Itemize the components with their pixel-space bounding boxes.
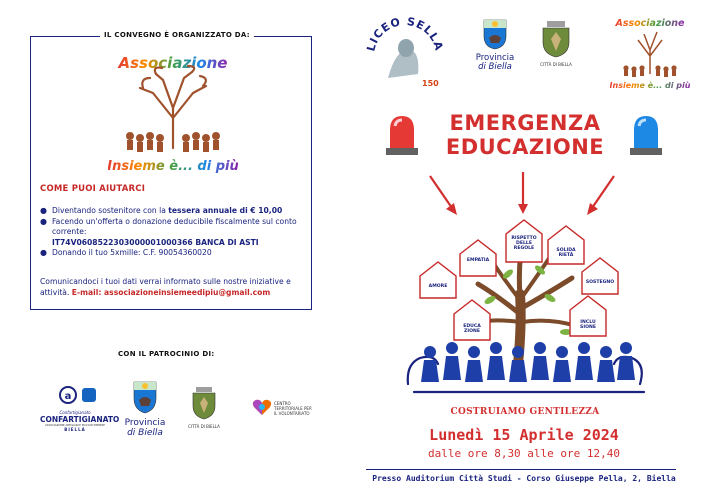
heart-icon	[252, 398, 272, 416]
svg-text:a: a	[64, 391, 72, 402]
bullet-icon: ●	[40, 216, 47, 226]
email-link[interactable]: E-mail: associazioneinsiemeedipiu@gmail.com	[71, 288, 271, 297]
house-label-solidarieta-1: SOLIDA	[556, 248, 576, 253]
house-amore	[420, 262, 456, 298]
citta-biella-logo	[538, 20, 574, 72]
organized-by-heading: IL CONVEGNO È ORGANIZZATO DA:	[100, 31, 254, 39]
house-educazione	[454, 300, 490, 340]
association-small-top: Associazione	[615, 18, 685, 29]
house-label-rispetto-2: DELLE	[516, 241, 532, 246]
arrow-right-icon	[592, 176, 614, 208]
iban-text: IT74V0608522303000001000366 BANCA DI ASTI	[52, 237, 259, 247]
provincia-crest-icon	[480, 16, 510, 50]
help-item-bold: tessera annuale di € 10,00	[168, 206, 283, 215]
citta-label: CITTÀ DI BIELLA	[540, 62, 572, 67]
house-label-solidarieta-2: RIETÀ	[558, 253, 574, 258]
association-logo	[108, 48, 238, 178]
help-item	[40, 217, 308, 238]
confartigianato-top: Confartigianato	[59, 410, 91, 415]
arrow-center-head	[518, 204, 528, 214]
association-logo-art	[108, 48, 238, 178]
centro-label: CENTRO TERRITORIALE PER IL VOLONTARIATO	[274, 401, 312, 416]
house-label-educazione	[454, 324, 490, 334]
confartigianato-logo	[40, 384, 120, 434]
citta-biella-logo	[188, 386, 220, 432]
liceo-sella-icon	[366, 12, 444, 92]
contact-description: Comunicandoci i tuoi dati verrai informato sulle nostre iniziative e attività.	[40, 277, 291, 297]
association-logo-bottom-text: Insieme è... di più	[108, 159, 238, 174]
provincia-text-1: Provincia	[475, 53, 515, 63]
house-sostegno	[582, 258, 618, 294]
title-line-1: EMERGENZA	[449, 111, 601, 135]
association-logo-small-art	[610, 12, 690, 92]
liceo-num: 150	[422, 79, 439, 88]
association-small-bottom: Insieme è... di più	[610, 81, 690, 90]
liceo-arc-text: ICEO SELL	[367, 14, 442, 46]
house-label-educazione-1: EDUCA	[463, 324, 481, 329]
house-label-rispetto	[506, 236, 542, 251]
event-venue: Presso Auditorium Città Studi - Corso Giuseppe Pella, 2, Biella	[372, 474, 676, 483]
provincia-text-1: Provincia	[124, 418, 166, 428]
event-date: Lunedì 15 Aprile 2024	[429, 426, 619, 444]
house-label-amore: AMORE	[428, 284, 448, 289]
contact-text	[40, 276, 312, 298]
association-logo-small	[610, 12, 690, 92]
bullet-icon: ●	[40, 206, 47, 215]
liceo-sella-logo	[366, 12, 444, 92]
event-time: dalle ore 8,30 alle ore 12,40	[427, 447, 621, 460]
divider	[366, 469, 676, 470]
confartigianato-sub: ASSOCIAZIONE ARTIGIANI E PICCOLE IMPRESE	[45, 424, 105, 427]
confartigianato-icon	[40, 384, 110, 406]
house-label-solidarieta	[548, 248, 584, 258]
house-label-rispetto-3: REGOLE	[513, 246, 535, 251]
arrow-left-icon	[430, 176, 452, 208]
help-item-text: Donando il tuo 5xmille: C.F. 90054360020	[52, 248, 212, 257]
centro-volontariato-logo	[252, 398, 312, 418]
house-label-sostegno: SOSTEGNO	[585, 280, 615, 285]
provincia-crest-icon	[130, 378, 160, 414]
costruiamo-gentilezza: COSTRUIAMO GENTILEZZA	[450, 407, 600, 417]
provincia-text-2: di Biella	[478, 62, 512, 72]
citta-label: CITTÀ DI BIELLA	[188, 424, 220, 429]
house-solidarieta	[548, 226, 584, 264]
help-item-text: Facendo un'offerta o donazione deducibile fiscalmente sul conto corrente:	[52, 216, 297, 236]
help-list	[40, 206, 308, 259]
house-label-rispetto-1: RISPETTO	[511, 236, 537, 241]
help-heading: COME PUOI AIUTARCI	[40, 184, 146, 194]
bullet-icon: ●	[40, 248, 47, 257]
help-item	[40, 238, 308, 249]
provincia-biella-logo	[120, 378, 170, 440]
provincia-biella-logo	[470, 16, 520, 78]
help-item	[40, 206, 308, 217]
confartigianato-city: BIELLA	[64, 427, 86, 432]
house-label-empatia: EMPATIA	[466, 258, 490, 263]
patronage-heading: CON IL PATROCINIO DI:	[118, 350, 215, 358]
help-item	[40, 248, 308, 259]
citta-crest-icon	[190, 386, 218, 420]
confartigianato-name: CONFARTIGIANATO	[40, 415, 120, 424]
citta-crest-icon	[540, 20, 572, 58]
association-logo-top-text: Associazione	[118, 54, 228, 72]
help-item-text: Diventando sostenitore con la	[52, 206, 169, 215]
house-label-inclusione-1: INCLU	[580, 320, 596, 325]
provincia-text-2: di Biella	[127, 428, 163, 438]
house-label-inclusione-2: SIONE	[580, 325, 596, 330]
house-label-educazione-2: ZIONE	[464, 329, 480, 334]
house-inclusione	[570, 296, 606, 336]
house-label-inclusione	[570, 320, 606, 330]
title-line-2: EDUCAZIONE	[445, 135, 605, 159]
